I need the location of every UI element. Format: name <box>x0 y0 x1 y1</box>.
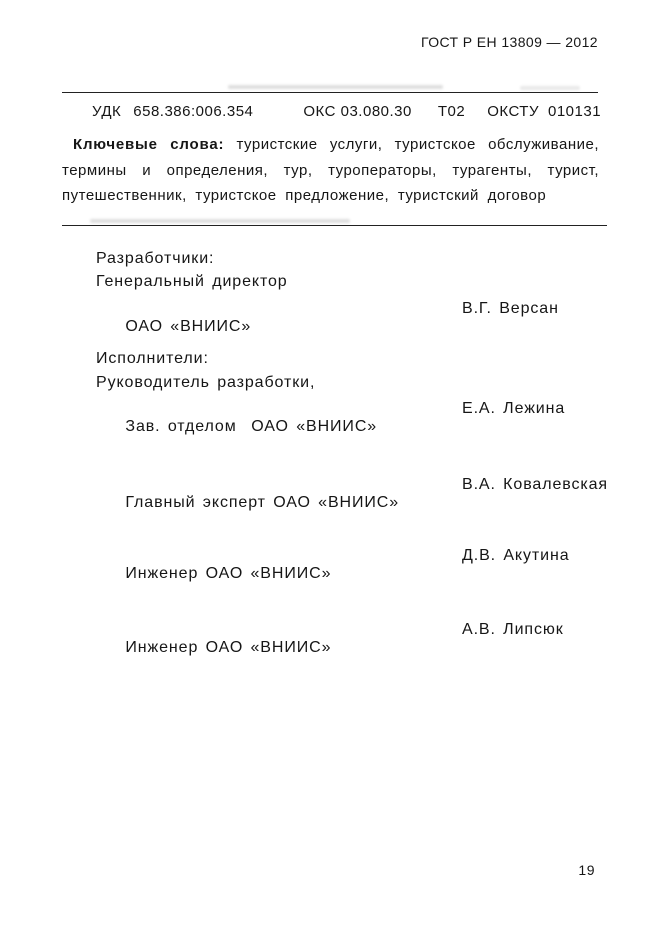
t-code: Т02 <box>437 103 466 120</box>
okstu-label: ОКСТУ <box>487 103 539 120</box>
classification-line <box>92 103 602 121</box>
credit-row <box>96 400 600 470</box>
scan-artifact <box>228 85 443 89</box>
document-header: ГОСТ Р ЕН 13809 — 2012 <box>421 34 598 50</box>
credit-name: Д.В. Акутина <box>462 547 570 564</box>
oks-code: ОКС 03.080.30 <box>303 103 412 120</box>
credit-name: В.А. Ковалевская <box>462 476 608 493</box>
credit-row <box>96 621 600 691</box>
keywords-text-1: туристские услуги, туристское обслуживание, <box>236 136 599 153</box>
scan-artifact <box>90 219 350 223</box>
credit-role: Инженер ОАО «ВНИИС» <box>125 564 332 582</box>
credit-role: ОАО «ВНИИС» <box>125 317 252 335</box>
horizontal-rule-top <box>62 92 598 93</box>
keywords-line-3: путешественник, туристское предложение, туристский договор <box>62 187 547 204</box>
developers-heading: Разработчики: <box>96 250 215 267</box>
credit-name: В.Г. Версан <box>462 300 559 317</box>
scan-artifact <box>520 86 580 90</box>
keywords-line-2: термины и определения, тур, туроператоры, турагенты, турист, <box>62 162 599 179</box>
horizontal-rule-bottom <box>62 225 607 226</box>
credit-name: А.В. Липсюк <box>462 621 564 638</box>
page-number: 19 <box>578 862 595 878</box>
credit-role: Главный эксперт ОАО «ВНИИС» <box>125 493 400 511</box>
credit-role: Инженер ОАО «ВНИИС» <box>125 638 332 656</box>
executor-role-line: Руководитель разработки, <box>96 374 316 391</box>
keywords-line-1 <box>62 137 599 154</box>
credit-row <box>96 476 608 546</box>
udk-value: 658.386:006.354 <box>133 103 254 120</box>
okstu-value: 010131 <box>547 103 602 120</box>
credit-role: Зав. отделом ОАО «ВНИИС» <box>125 417 378 435</box>
credit-name: Е.А. Лежина <box>462 400 566 417</box>
udk-label: УДК <box>92 103 122 120</box>
executors-heading: Исполнители: <box>96 350 209 367</box>
keywords-label: Ключевые слова: <box>73 136 225 153</box>
developer-role-line: Генеральный директор <box>96 273 288 290</box>
credit-row <box>96 547 600 617</box>
